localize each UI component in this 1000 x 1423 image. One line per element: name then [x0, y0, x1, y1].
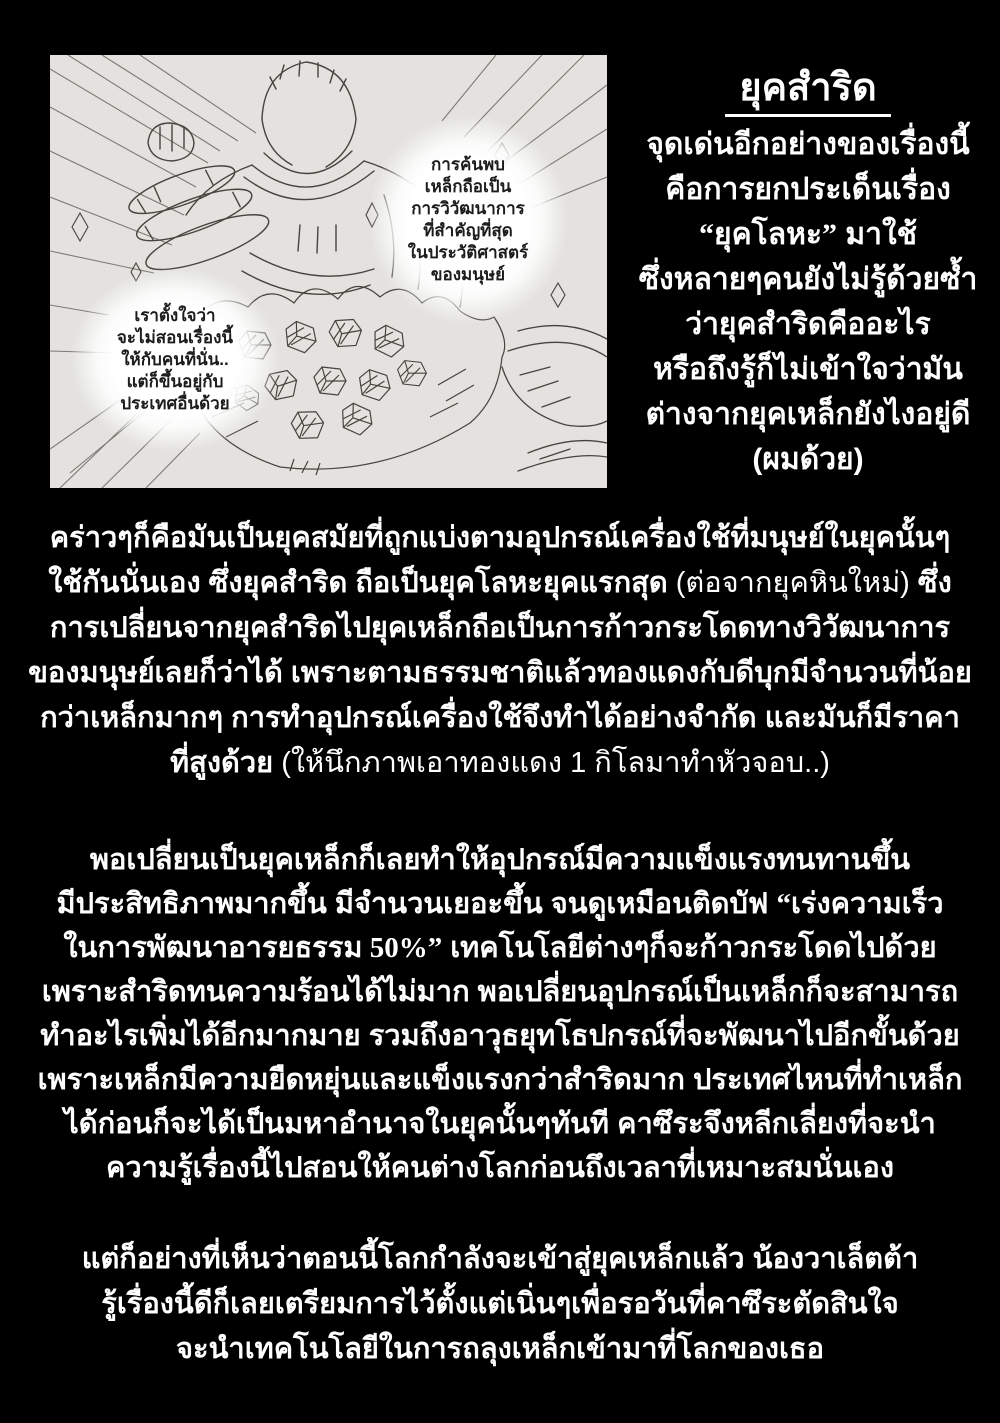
text-run: ใช้กันนั่นเอง ซึ่งยุคสำริด ถือเป็นยุคโลหะยุคแรกสุด	[48, 567, 676, 599]
text-run: เทคโนโลยีต่างๆก็จะก้าวกระโดดไปด้วย	[442, 932, 937, 964]
text-run: จุดเด่นอีกอย่างของเรื่องนี้	[646, 128, 970, 161]
text-line: แต่ก็ขึ้นอยู่กับ	[126, 371, 224, 391]
text-run: (ต่อจากยุคหินใหม่)	[675, 567, 910, 599]
text-run: (ผมด้วย)	[752, 443, 864, 476]
text-line	[608, 302, 1000, 347]
text-run: “เร่งความเร็ว	[776, 888, 944, 920]
text-run: พอเปลี่ยนเป็นยุคเหล็กก็เลยทำให้อุปกรณ์มีความแข็งแรงทนทานขึ้น	[89, 844, 911, 876]
text-run: แต่ก็อย่างที่เห็นว่าตอนนี้โลกกำลังจะเข้าสู่ยุคเหล็กแล้ว น้องวาเล็ตต้า	[81, 1243, 919, 1275]
text-line: ของมนุษย์	[430, 265, 506, 284]
text-line	[608, 122, 1000, 167]
text-run: จะนำเทคโนโลยีในการถลุงเหล็กเข้ามาที่โลกของเธอ	[176, 1333, 824, 1365]
text-run: คร่าวๆก็คือมันเป็นยุคสมัยที่ถูกแบ่งตามอุปกรณ์เครื่องใช้ที่มนุษย์ในยุคนั้นๆ	[49, 522, 951, 554]
text-line: ให้กับคนที่นั่น..	[121, 349, 229, 369]
text-run: ซึ่งหลายๆคนยังไม่รู้ด้วยซ้ำ	[638, 263, 978, 296]
text-line	[20, 1058, 980, 1102]
text-line	[20, 1102, 980, 1146]
text-line: ประเทศอื่นด้วย	[120, 393, 230, 413]
text-line	[608, 257, 1000, 302]
text-line	[20, 838, 980, 882]
manga-panel	[50, 55, 607, 488]
title-wrap	[612, 66, 1000, 117]
intro-column	[608, 122, 1000, 482]
paragraph-1	[20, 516, 980, 786]
text-run: ซึ่ง	[909, 567, 952, 599]
text-line	[20, 696, 980, 741]
text-line: การวิวัฒนาการ	[411, 199, 525, 218]
text-run: มาใช้	[837, 218, 917, 251]
text-run: คือการยกประเด็นเรื่อง	[665, 173, 951, 206]
text-run: เพราะสำริดทนความร้อนได้ไม่มาก พอเปลี่ยนอุปกรณ์เป็นเหล็กก็จะสามารถ	[41, 976, 959, 1008]
text-run: ทำอะไรเพิ่มได้อีกมากมาย รวมถึงอาวุธยุทโธปกรณ์ที่จะพัฒนาไปอีกขั้นด้วย	[40, 1020, 960, 1052]
speech-bubble-left	[70, 267, 280, 452]
text-line	[20, 926, 980, 970]
paragraph-3	[20, 1237, 980, 1372]
text-line: ในประวัติศาสตร์	[407, 243, 529, 262]
text-run: ความรู้เรื่องนี้ไปสอนให้คนต่างโลกก่อนถึงเวลาที่เหมาะสมนั่นเอง	[105, 1152, 894, 1184]
paragraph-2	[20, 838, 980, 1190]
text-run: ได้ก่อนก็จะได้เป็นมหาอำนาจในยุคนั้นๆทันที คาซึระจึงหลีกเลี่ยงที่จะนำ	[64, 1108, 936, 1140]
text-line	[20, 1282, 980, 1327]
text-line: การค้นพบ	[431, 155, 505, 174]
text-line	[20, 1327, 980, 1372]
text-line	[20, 1014, 980, 1058]
text-line: จะไม่สอนเรื่องนี้	[116, 327, 234, 347]
speech-bubble-right	[368, 115, 568, 325]
text-line	[20, 516, 980, 561]
text-run: กว่าเหล็กมากๆ การทำอุปกรณ์เครื่องใช้จึงทำได้อย่างจำกัด และมันก็มีราคา	[40, 702, 960, 734]
text-line	[20, 606, 980, 651]
text-run: ของมนุษย์เลยก็ว่าได้ เพราะตามธรรมชาติแล้วทองแดงกับดีบุกมีจำนวนที่น้อย	[28, 657, 972, 689]
text-run: รู้เรื่องนี้ดีก็เลยเตรียมการไว้ตั้งแต่เนิ่นๆเพื่อรอวันที่คาซึระตัดสินใจ	[101, 1288, 899, 1320]
text-run: หรือถึงรู้ก็ไม่เข้าใจว่ามัน	[653, 353, 963, 386]
text-line: เหล็กถือเป็น	[424, 177, 512, 196]
text-run: มีประสิทธิภาพมากขึ้น มีจำนวนเยอะขึ้น จนดูเหมือนติดบัฟ	[56, 888, 777, 920]
text-line	[20, 651, 980, 696]
text-line	[20, 1237, 980, 1282]
text-line	[20, 741, 980, 786]
text-run: การเปลี่ยนจากยุคสำริดไปยุคเหล็กถือเป็นการก้าวกระโดดทางวิวัฒนาการ	[49, 612, 951, 644]
text-line: ที่สำคัญที่สุด	[423, 221, 513, 240]
text-line: เราตั้งใจว่า	[134, 305, 216, 325]
text-run: ว่ายุคสำริดคืออะไร	[685, 308, 931, 341]
text-line	[20, 1146, 980, 1190]
text-run: ในการพัฒนาอารยธรรม 50%”	[63, 932, 443, 964]
text-run: “ยุคโลหะ”	[698, 218, 838, 251]
text-line	[20, 882, 980, 926]
text-run: ที่สูงด้วย	[170, 747, 282, 779]
text-line	[608, 167, 1000, 212]
text-line	[608, 437, 1000, 482]
text-line	[20, 970, 980, 1014]
text-line	[608, 212, 1000, 257]
text-line	[20, 561, 980, 606]
page-title: ยุคสำริด	[725, 66, 890, 117]
text-run: (ให้นึกภาพเอาทองแดง 1 กิโลมาทำหัวจอบ..)	[281, 747, 830, 779]
text-run: เพราะเหล็กมีความยืดหยุ่นและแข็งแรงกว่าสำริดมาก ประเทศไหนที่ทำเหล็ก	[37, 1064, 963, 1096]
text-line	[608, 347, 1000, 392]
text-run: ต่างจากยุคเหล็กยังไงอยู่ดี	[645, 398, 971, 431]
text-line	[608, 392, 1000, 437]
